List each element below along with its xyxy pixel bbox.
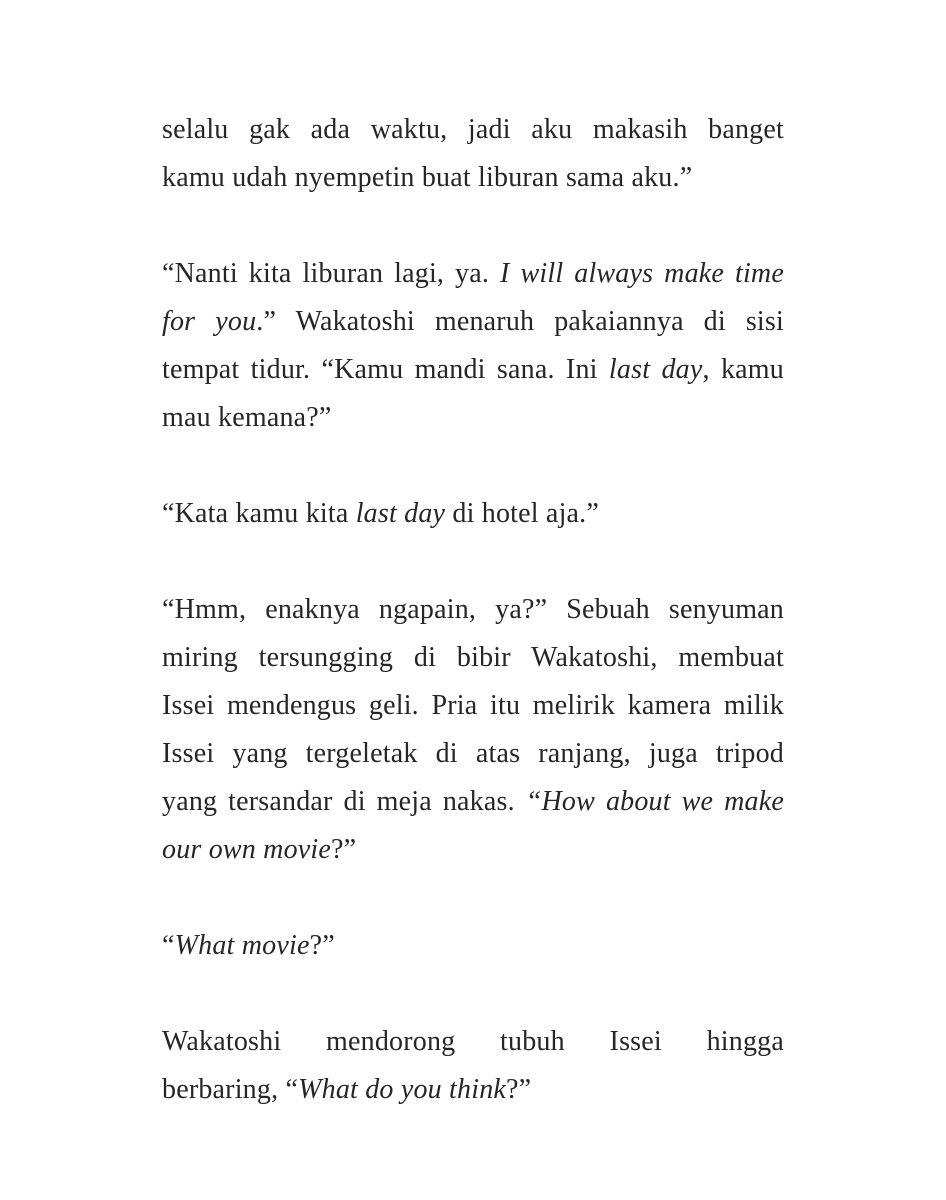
paragraph xyxy=(162,106,784,202)
text-segment: .” Wakatoshi menaruh pakaiannya di sisi xyxy=(256,306,784,337)
text-segment: “Nanti kita liburan lagi, ya. xyxy=(162,258,501,289)
paragraph xyxy=(162,586,784,874)
text-line xyxy=(162,922,784,970)
text-segment: miring tersungging di bibir Wakatoshi, membuat xyxy=(162,642,784,673)
text-line xyxy=(162,778,784,826)
text-segment: ?” xyxy=(506,1074,532,1105)
paragraph xyxy=(162,922,784,970)
text-line xyxy=(162,394,784,442)
text-line xyxy=(162,1018,784,1066)
italic-text: our own movie xyxy=(162,834,332,865)
text-page xyxy=(162,106,784,1162)
text-segment: selalu gak ada waktu, jadi aku makasih banget xyxy=(162,114,784,145)
text-segment: mau kemana?” xyxy=(162,402,332,433)
text-segment: yang tersandar di meja nakas. xyxy=(162,786,526,817)
paragraph xyxy=(162,1018,784,1114)
text-line xyxy=(162,682,784,730)
text-segment: “ xyxy=(162,930,175,961)
text-line xyxy=(162,154,784,202)
text-segment: “Hmm, enaknya ngapain, ya?” Sebuah senyuman xyxy=(162,594,784,625)
italic-text: last day xyxy=(608,354,703,385)
text-segment: ?” xyxy=(331,834,357,865)
italic-text: What do you think xyxy=(298,1074,507,1105)
italic-text: last day xyxy=(355,498,446,529)
text-segment: ?” xyxy=(309,930,335,961)
text-segment: berbaring, “ xyxy=(162,1074,299,1105)
italic-text: What movie xyxy=(174,930,310,961)
text-segment: Issei mendengus geli. Pria itu melirik kamera milik xyxy=(162,690,784,721)
text-segment: , kamu xyxy=(702,354,784,385)
text-segment: Wakatoshi mendorong tubuh Issei hingga xyxy=(162,1026,784,1057)
text-line xyxy=(162,490,784,538)
text-line xyxy=(162,634,784,682)
text-line xyxy=(162,250,784,298)
italic-text: “How about we make xyxy=(525,786,785,817)
italic-text: for you xyxy=(162,306,257,337)
text-line xyxy=(162,346,784,394)
italic-text: I will always make time xyxy=(500,258,784,289)
text-line xyxy=(162,1066,784,1114)
text-line xyxy=(162,730,784,778)
text-line xyxy=(162,298,784,346)
text-segment: tempat tidur. “Kamu mandi sana. Ini xyxy=(162,354,609,385)
text-line xyxy=(162,586,784,634)
text-segment: kamu udah nyempetin buat liburan sama aku.” xyxy=(162,162,693,193)
paragraph xyxy=(162,490,784,538)
text-line xyxy=(162,106,784,154)
text-segment: “Kata kamu kita xyxy=(162,498,356,529)
text-segment: di hotel aja.” xyxy=(445,498,599,529)
paragraph xyxy=(162,250,784,442)
text-segment: Issei yang tergeletak di atas ranjang, juga tripod xyxy=(162,738,784,769)
text-line xyxy=(162,826,784,874)
